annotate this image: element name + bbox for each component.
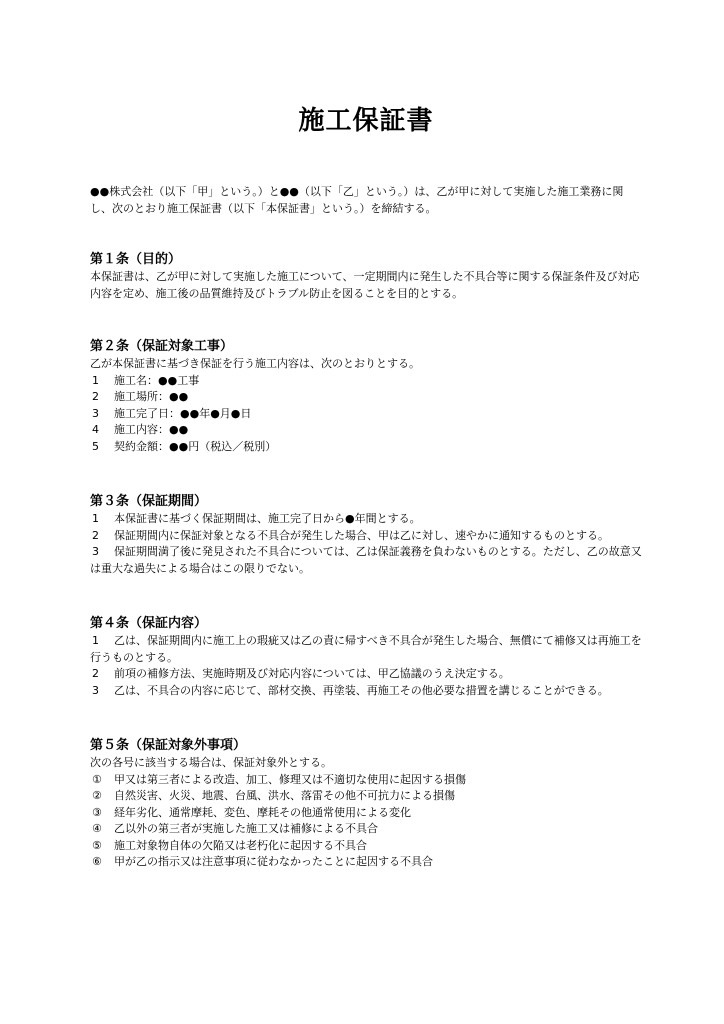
list-item [90,389,642,406]
item-number: 3 [92,406,99,420]
article-heading: 第５条（保証対象外事項） [90,738,247,753]
item-text: 施工内容：●● [114,423,189,436]
item-number: ⑤ [92,838,102,852]
item-text: 自然災害、火災、地震、台風、洪水、落雷その他不可抗力による損傷 [114,789,455,802]
item-number: ② [92,789,102,802]
item-number: ③ [92,805,102,819]
paragraph-item [90,528,642,545]
item-text: 乙は、不具合の内容に応じて、部材交換、再塗装、再施工その他必要な措置を講じることができる。 [114,683,609,697]
article-2 [90,338,642,455]
item-text: 本保証書に基づく保証期間は、施工完了日から●年間とする。 [114,512,421,525]
item-list [90,373,642,456]
list-item [90,439,642,456]
item-number: ① [92,772,102,786]
document-title: 施工保証書 [298,106,434,136]
item-text: 乙は、保証期間内に施工上の瑕疵又は乙の責に帰すべき不具合が発生した場合、無償にて補修又は再施工を行うものとする。 [90,634,642,664]
intro-paragraph: ●●株式会社（以下「甲」という。）と●●（以下「乙」という。）は、乙が甲に対して実施した施工業務に関し、次のとおり施工保証書（以下「本保証書」という。）を締結する。 [90,185,624,215]
list-item [90,422,642,439]
item-text: 乙以外の第三者が実施した施工又は補修による不具合 [114,822,378,835]
item-text: 施工対象物自体の欠陥又は老朽化に起因する不具合 [114,838,367,852]
article-body: 本保証書は、乙が甲に対して実施した施工について、一定期間内に発生した不具合等に関する保証条件及び対応内容を定め、施工後の品質維持及びトラブル防止を図ることを目的とする。 [90,270,640,300]
item-number: ⑥ [92,855,102,868]
item-text: 施工名：●●工事 [114,373,200,387]
article-heading: 第４条（保証内容） [90,616,208,631]
item-number: 3 [92,545,99,558]
article-1 [90,251,642,302]
item-number: 2 [92,528,99,542]
article-heading: 第１条（目的） [90,252,182,267]
article-body: 乙が本保証書に基づき保証を行う施工内容は、次のとおりとする。 [90,357,420,370]
item-number: ④ [92,822,102,835]
paragraph-item [90,633,642,666]
list-item [90,788,642,805]
item-number: 3 [92,683,99,697]
item-text: 経年劣化、通常摩耗、変色、摩耗その他通常使用による変化 [114,805,411,819]
list-item [90,838,642,855]
item-list [90,772,642,871]
paragraph-item [90,511,642,528]
article-5 [90,737,642,871]
paragraph-item [90,666,642,683]
item-number: 5 [92,439,99,453]
item-number: 2 [92,390,99,403]
item-number: 4 [92,423,99,436]
item-text: 施工場所：●● [114,390,189,403]
list-item [90,854,642,871]
item-text: 契約金額：●●円（税込／税別） [114,439,277,453]
item-number: 2 [92,667,99,680]
item-text: 施工完了日：●●年●月●日 [114,406,252,420]
item-text: 保証期間内に保証対象となる不具合が発生した場合、甲は乙に対し、速やかに通知するものとする。 [114,528,609,542]
item-text: 甲又は第三者による改造、加工、修理又は不適切な使用に起因する損傷 [114,772,466,786]
paragraph-item [90,544,642,577]
article-3 [90,493,642,577]
list-item [90,821,642,838]
list-item [90,805,642,822]
article-heading: 第３条（保証期間） [90,494,208,509]
list-item [90,373,642,390]
article-4 [90,615,642,699]
paragraph-item [90,683,642,700]
item-number: 1 [92,373,99,387]
article-body: 次の各号に該当する場合は、保証対象外とする。 [90,756,332,769]
item-text: 保証期間満了後に発見された不具合については、乙は保証義務を負わないものとする。ただし、乙の故意又は重大な過失による場合はこの限りでない。 [90,545,642,575]
list-item [90,772,642,789]
article-heading: 第２条（保証対象工事） [90,339,234,354]
item-text: 前項の補修方法、実施時期及び対応内容については、甲乙協議のうえ決定する。 [114,667,510,680]
item-text: 甲が乙の指示又は注意事項に従わなかったことに起因する不具合 [114,855,433,868]
list-item [90,406,642,423]
item-number: 1 [92,634,99,647]
item-number: 1 [92,512,99,525]
